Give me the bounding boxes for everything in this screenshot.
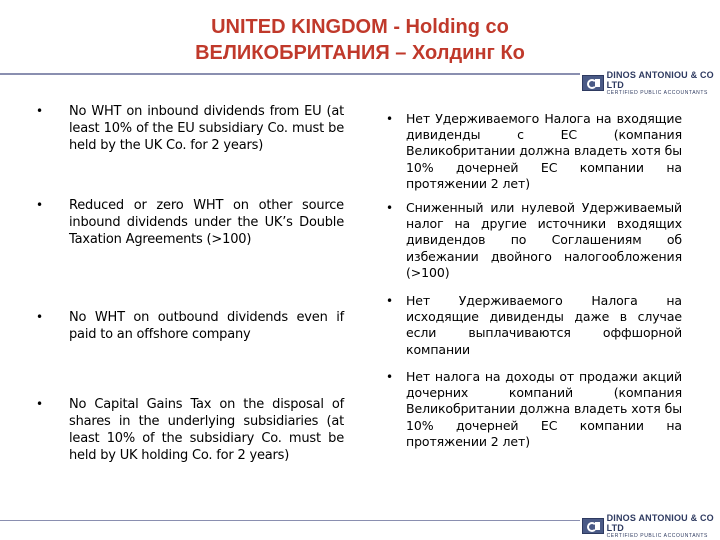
russian-point-text: Нет Удерживаемого Налога на исходящие дивиденды даже в случае если выплачиваются оффшорной компании xyxy=(406,293,682,357)
title-divider xyxy=(0,73,580,75)
firm-logo-icon xyxy=(582,75,604,91)
bullet-icon: • xyxy=(36,104,44,118)
bullet-icon: • xyxy=(386,201,394,215)
russian-point-text: Нет налога на доходы от продажи акций дочерних компаний (компания Великобритании должна владеть хотя бы 10% дочерней ЕС компании на протяжении 2 лет) xyxy=(406,369,682,449)
english-point-text: No WHT on outbound dividends even if paid to an offshore company xyxy=(69,310,344,342)
english-point-text: Reduced or zero WHT on other source inbound dividends under the UK’s Double Taxation Agreements (>100) xyxy=(69,198,344,247)
bullet-icon: • xyxy=(36,397,44,411)
bullet-icon: • xyxy=(386,294,394,308)
russian-point-text: Нет Удерживаемого Налога на входящие дивиденды с ЕС (компания Великобритании должна владеть хотя бы 10% дочерней ЕС компании на протяжении 2 лет) xyxy=(406,111,682,191)
firm-logo-top xyxy=(582,70,720,96)
title-russian: ВЕЛИКОБРИТАНИЯ – Холдинг Ко xyxy=(195,42,525,64)
firm-name: DINOS ANTONIOU & CO LTD xyxy=(606,513,714,533)
russian-point-text: Сниженный или нулевой Удерживаемый налог на другие источники входящих дивидендов по Соглашениям об избежании двойного налогообложения (>100) xyxy=(406,200,682,280)
english-point-text: No Capital Gains Tax on the disposal of shares in the underlying subsidiaries (at least 10% of the subsidiary Co. must be held by UK holding Co. for 2 years) xyxy=(69,397,344,463)
slide-title xyxy=(0,14,720,66)
firm-tagline: CERTIFIED PUBLIC ACCOUNTANTS xyxy=(606,533,708,539)
english-point-text: No WHT on inbound dividends from EU (at least 10% of the EU subsidiary Co. must be held by the UK Co. for 2 years) xyxy=(69,104,344,153)
footer-divider xyxy=(0,520,580,521)
bullet-icon: • xyxy=(36,198,44,212)
firm-logo-bottom xyxy=(582,513,720,539)
firm-logo-icon xyxy=(582,518,604,534)
bullet-icon: • xyxy=(36,310,44,324)
firm-name: DINOS ANTONIOU & CO LTD xyxy=(606,70,714,90)
bullet-icon: • xyxy=(386,370,394,384)
bullet-icon: • xyxy=(386,112,394,126)
title-english: UNITED KINGDOM - Holding co xyxy=(211,16,509,38)
firm-tagline: CERTIFIED PUBLIC ACCOUNTANTS xyxy=(606,90,708,96)
